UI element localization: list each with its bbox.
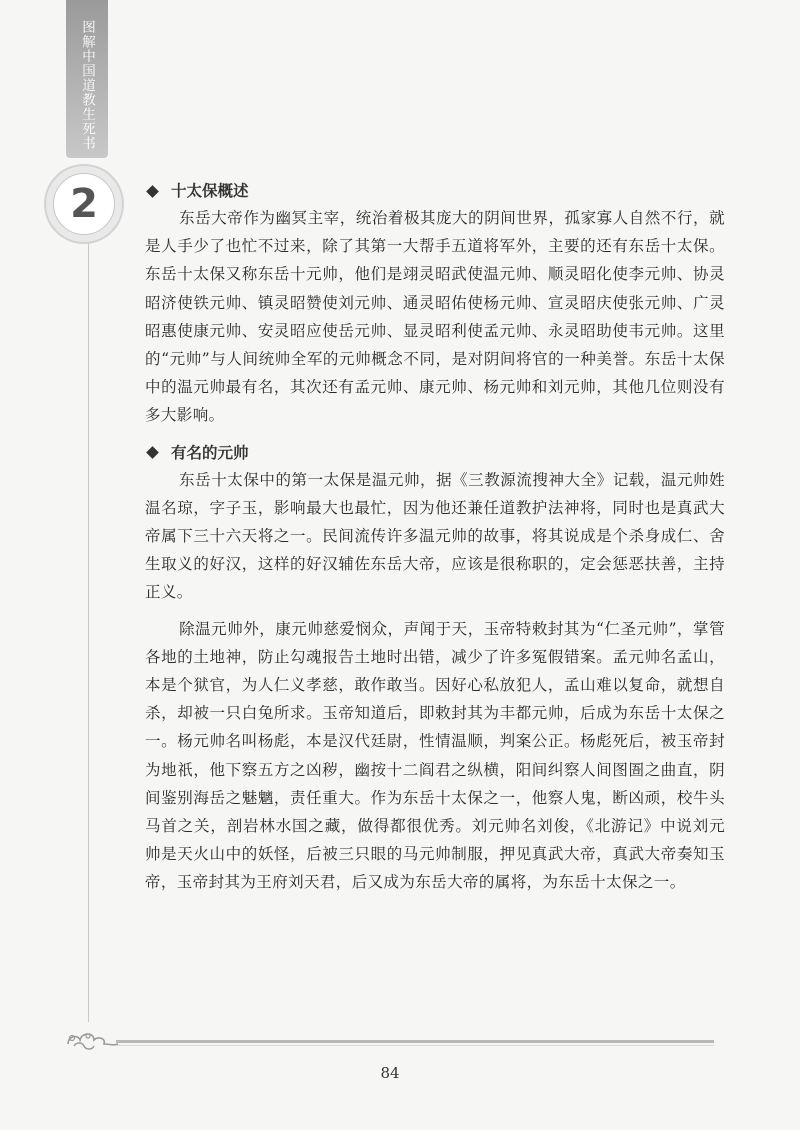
spacer (145, 607, 725, 615)
book-title: 图解中国道教生死书 (79, 20, 95, 151)
paragraph: 东岳十太保中的第一太保是温元帅，据《三教源流搜神大全》记载，温元帅姓温名琼，字子玉，影响最大也最忙，因为他还兼任道教护法神将，同时也是真武大帝属下三十六天将之一。民间流传许多温元帅的故事，将其说成是个杀身成仁、舍生取义的好汉，这样的好汉辅佐东岳大帝，应该是很称职的，定会惩恶扶善，主持正义。 (145, 470, 725, 602)
section-heading-text: 有名的元帅 (171, 443, 249, 462)
book-title-tab (66, 0, 108, 158)
page-number: 84 (380, 1064, 400, 1082)
diamond-bullet-icon (146, 185, 159, 198)
margin-rule (88, 242, 89, 1022)
footer-rule (116, 1040, 714, 1043)
paragraph: 除温元帅外，康元帅慈爱悯众，声闻于天，玉帝特敕封其为“仁圣元帅”，掌管各地的土地神，防止勾魂报告土地时出错，减少了许多冤假错案。孟元帅名孟山，本是个狱官，为人仁义孝慈，敢作敢当。因好心私放犯人，孟山难以复命，就想自杀，却被一只白兔所求。玉帝知道后，即敕封其为丰都元帅，后成为东岳十太保之一。杨元帅名叫杨彪，本是汉代廷尉，性情温顺，判案公正。杨彪死后，被玉帝封为地祇，他下察五方之凶秽，幽按十二阎君之纵横，阳间纠察人间图圄之曲直，阴间鉴别海岳之魅魑，责任重大。作为东岳十太保之一，他察人鬼，断凶顽，校牛头马首之关，剖岩林水国之藏，做得都很优秀。刘元帅名刘俊，《北游记》中说刘元帅是天火山中的妖怪，后被三只眼的马元帅制服，押见真武大帝，真武大帝奏知玉帝，玉帝封其为王府刘天君，后又成为东岳大帝的属将，为东岳十太保之一。 (145, 619, 725, 892)
chapter-number: 2 (53, 173, 115, 235)
main-text (145, 178, 725, 897)
spacer (145, 430, 725, 440)
section-heading (145, 178, 725, 204)
section-heading-text: 十太保概述 (171, 182, 249, 200)
diamond-bullet-icon (146, 446, 159, 459)
chapter-badge (44, 164, 124, 244)
footer-rule-thin (116, 1045, 714, 1046)
paragraph: 东岳大帝作为幽冥主宰，统治着极其庞大的阴间世界，孤家寡人自然不行，就是人手少了也忙不过来，除了其第一大帮手五道将军外，主要的还有东岳十太保。东岳十太保又称东岳十元帅，他们是翊灵昭武使温元帅、顺灵昭化使李元帅、协灵昭济使铁元帅、镇灵昭赞使刘元帅、通灵昭佑使杨元帅、宣灵昭庆使张元帅、广灵昭惠使康元帅、安灵昭应使岳元帅、显灵昭利使孟元帅、永灵昭助使韦元帅。这里的“元帅”与人间统帅全军的元帅概念不同，是对阴间将官的一种美誉。东岳十太保中的温元帅最有名，其次还有孟元帅、康元帅、杨元帅和刘元帅，其他几位则没有多大影响。 (145, 209, 725, 425)
cloud-ornament-icon (64, 1024, 120, 1054)
section-heading (145, 440, 725, 466)
